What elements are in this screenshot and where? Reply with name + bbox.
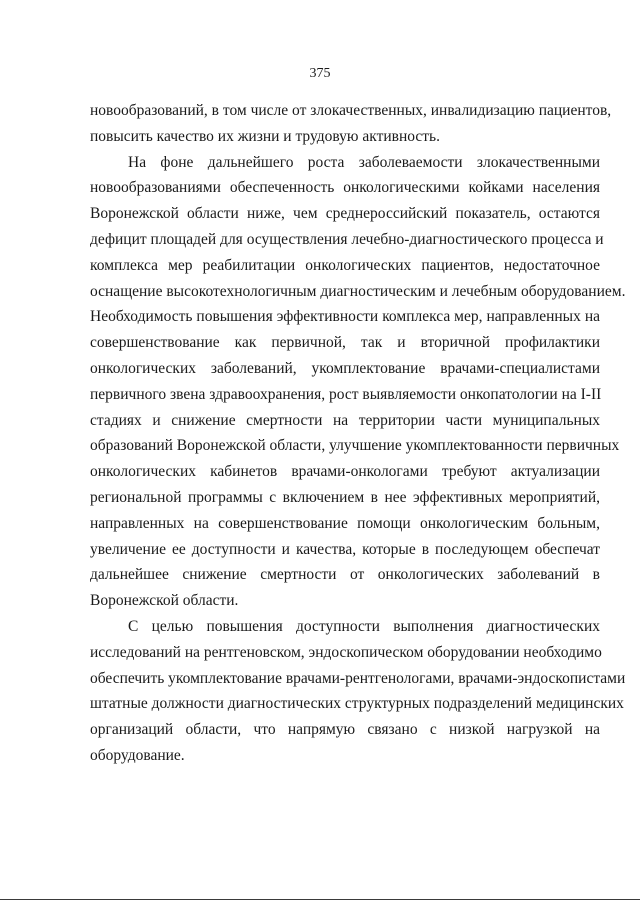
document-body	[90, 98, 626, 769]
text-line: онкологических кабинетов врачами-онкологами требуют актуализации	[90, 463, 600, 481]
text-line: исследований на рентгеновском, эндоскопическом оборудовании необходимо	[90, 643, 602, 661]
text-line: первичного звена здравоохранения, рост выявляемости онкопатологии на I-II	[90, 385, 602, 403]
text-line: дальнейшее снижение смертности от онкологических заболеваний в	[90, 566, 600, 584]
text-line: комплекса мер реабилитации онкологических пациентов, недостаточное	[90, 256, 600, 274]
text-line: региональной программы с включением в нее эффективных мероприятий,	[90, 488, 600, 506]
text-line: С целью повышения доступности выполнения диагностических	[128, 617, 600, 635]
text-line: штатные должности диагностических структурных подразделений медицинских	[90, 695, 624, 713]
text-line: онкологических заболеваний, укомплектование врачами-специалистами	[90, 359, 600, 377]
text-line: Необходимость повышения эффективности комплекса мер, направленных на	[90, 308, 600, 326]
text-line: Воронежской области.	[90, 592, 239, 610]
text-line: стадиях и снижение смертности на территории части муниципальных	[90, 411, 600, 429]
bottom-edge-line	[0, 899, 640, 900]
text-line: новообразований, в том числе от злокачественных, инвалидизацию пациентов,	[90, 102, 612, 119]
text-line: повысить качество их жизни и трудовую активность.	[90, 127, 440, 145]
text-line: направленных на совершенствование помощи онкологическим больным,	[90, 514, 600, 532]
page-number: 375	[309, 66, 331, 81]
text-line: обеспечить укомплектование врачами-рентгенологами, врачами-эндоскопистами	[90, 669, 626, 687]
paragraph-2	[90, 150, 626, 614]
text-line: совершенствование как первичной, так и вторичной профилактики	[90, 334, 600, 352]
paragraph-1	[90, 98, 612, 150]
text-line: На фоне дальнейшего роста заболеваемости злокачественными	[128, 153, 600, 171]
text-line: новообразованиями обеспеченность онкологическими койками населения	[90, 179, 600, 197]
text-line: организаций области, что напрямую связано с низкой нагрузкой на	[90, 721, 600, 739]
text-line: увеличение ее доступности и качества, которые в последующем обеспечат	[90, 540, 600, 558]
text-line: оснащение высокотехнологичным диагностическим и лечебным оборудованием.	[90, 282, 626, 300]
text-line: дефицит площадей для осуществления лечебно-диагностического процесса и	[90, 230, 604, 248]
text-line: Воронежской области ниже, чем среднероссийский показатель, остаются	[90, 205, 600, 223]
text-line: оборудование.	[90, 746, 185, 764]
text-line: образований Воронежской области, улучшение укомплектованности первичных	[90, 437, 620, 455]
paragraph-3	[90, 614, 626, 769]
